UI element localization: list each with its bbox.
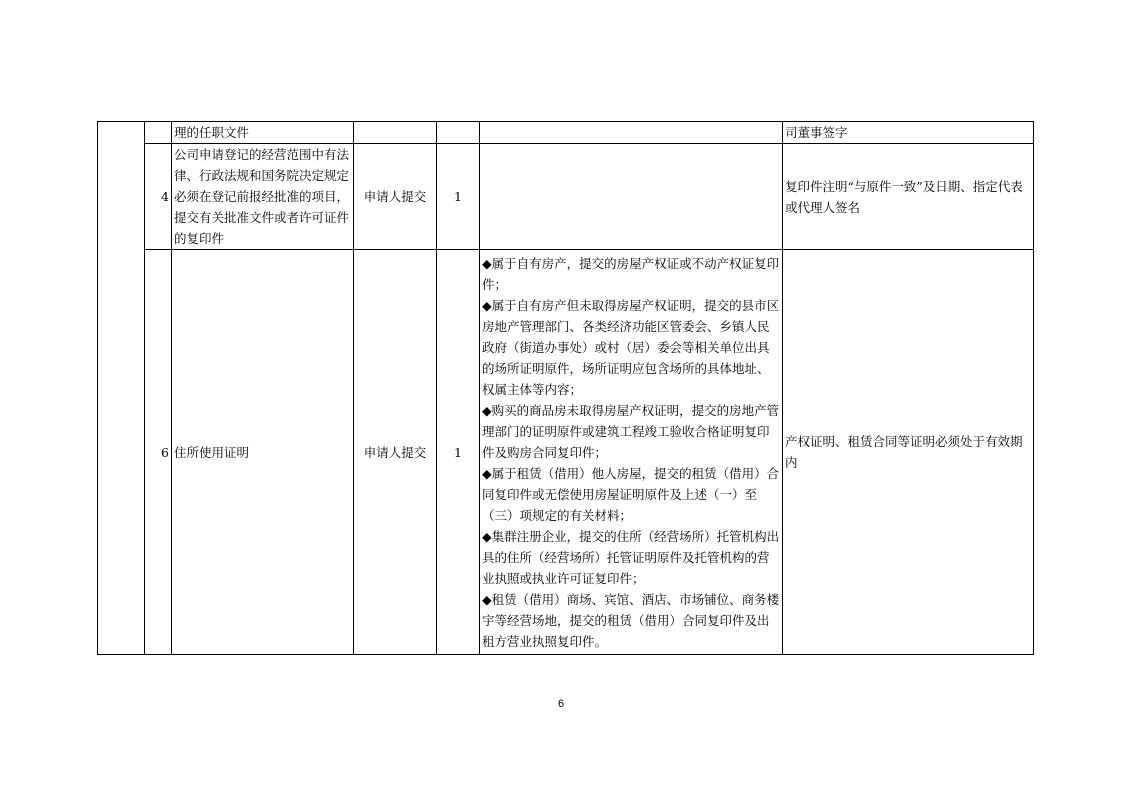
material-requirements [480,122,783,144]
material-name: 住所使用证明 [172,250,354,655]
row-number: 6 [145,250,172,655]
requirement-item: ◆属于租赁（借用）他人房屋，提交的租赁（借用）合同复印件或无偿使用房屋证明原件及上述（一）至（三）项规定的有关材料； [482,465,780,523]
material-note: 复印件注明“与原件一致”及日期、指定代表或代理人签名 [783,144,1034,250]
copies-count: 1 [437,250,480,655]
material-name: 公司申请登记的经营范围中有法律、行政法规和国务院决定规定必须在登记前报经批准的项目，提交有关批准文件或者许可证件的复印件 [172,144,354,250]
row-number [145,122,172,144]
row-number: 4 [145,144,172,250]
requirement-item: ◆购买的商品房未取得房屋产权证明，提交的房地产管理部门的证明原件或建筑工程竣工验收合格证明复印件及购房合同复印件； [482,402,780,460]
table-row [98,144,1034,250]
requirements-table [97,121,1034,655]
requirement-item: ◆属于自有房产，提交的房屋产权证或不动产权证复印件； [482,255,780,292]
material-requirements [480,144,783,250]
requirement-item: ◆集群注册企业，提交的住所（经营场所）托管机构出具的住所（经营场所）托管证明原件及托管机构的营业执照或执业许可证复印件； [482,528,780,586]
table-row [98,122,1034,144]
table-row [98,250,1034,655]
material-source [354,122,437,144]
material-requirements [480,250,783,655]
material-source: 申请人提交 [354,250,437,655]
requirement-item: ◆属于自有房产但未取得房屋产权证明，提交的县市区房地产管理部门、各类经济功能区管委会、乡镇人民政府（街道办事处）或村（居）委会等相关单位出具的场所证明原件，场所证明应包含场所的具体地址、权属主体等内容； [482,297,780,397]
page-number: 6 [557,698,565,710]
material-note: 产权证明、租赁合同等证明必须处于有效期内 [783,250,1034,655]
material-source: 申请人提交 [354,144,437,250]
material-name: 理的任职文件 [172,122,354,144]
material-note: 司董事签字 [783,122,1034,144]
copies-count: 1 [437,144,480,250]
copies-count [437,122,480,144]
requirement-item: ◆租赁（借用）商场、宾馆、酒店、市场铺位、商务楼宇等经营场地，提交的租赁（借用）合同复印件及出租方营业执照复印件。 [482,591,780,649]
category-cell [98,122,145,655]
